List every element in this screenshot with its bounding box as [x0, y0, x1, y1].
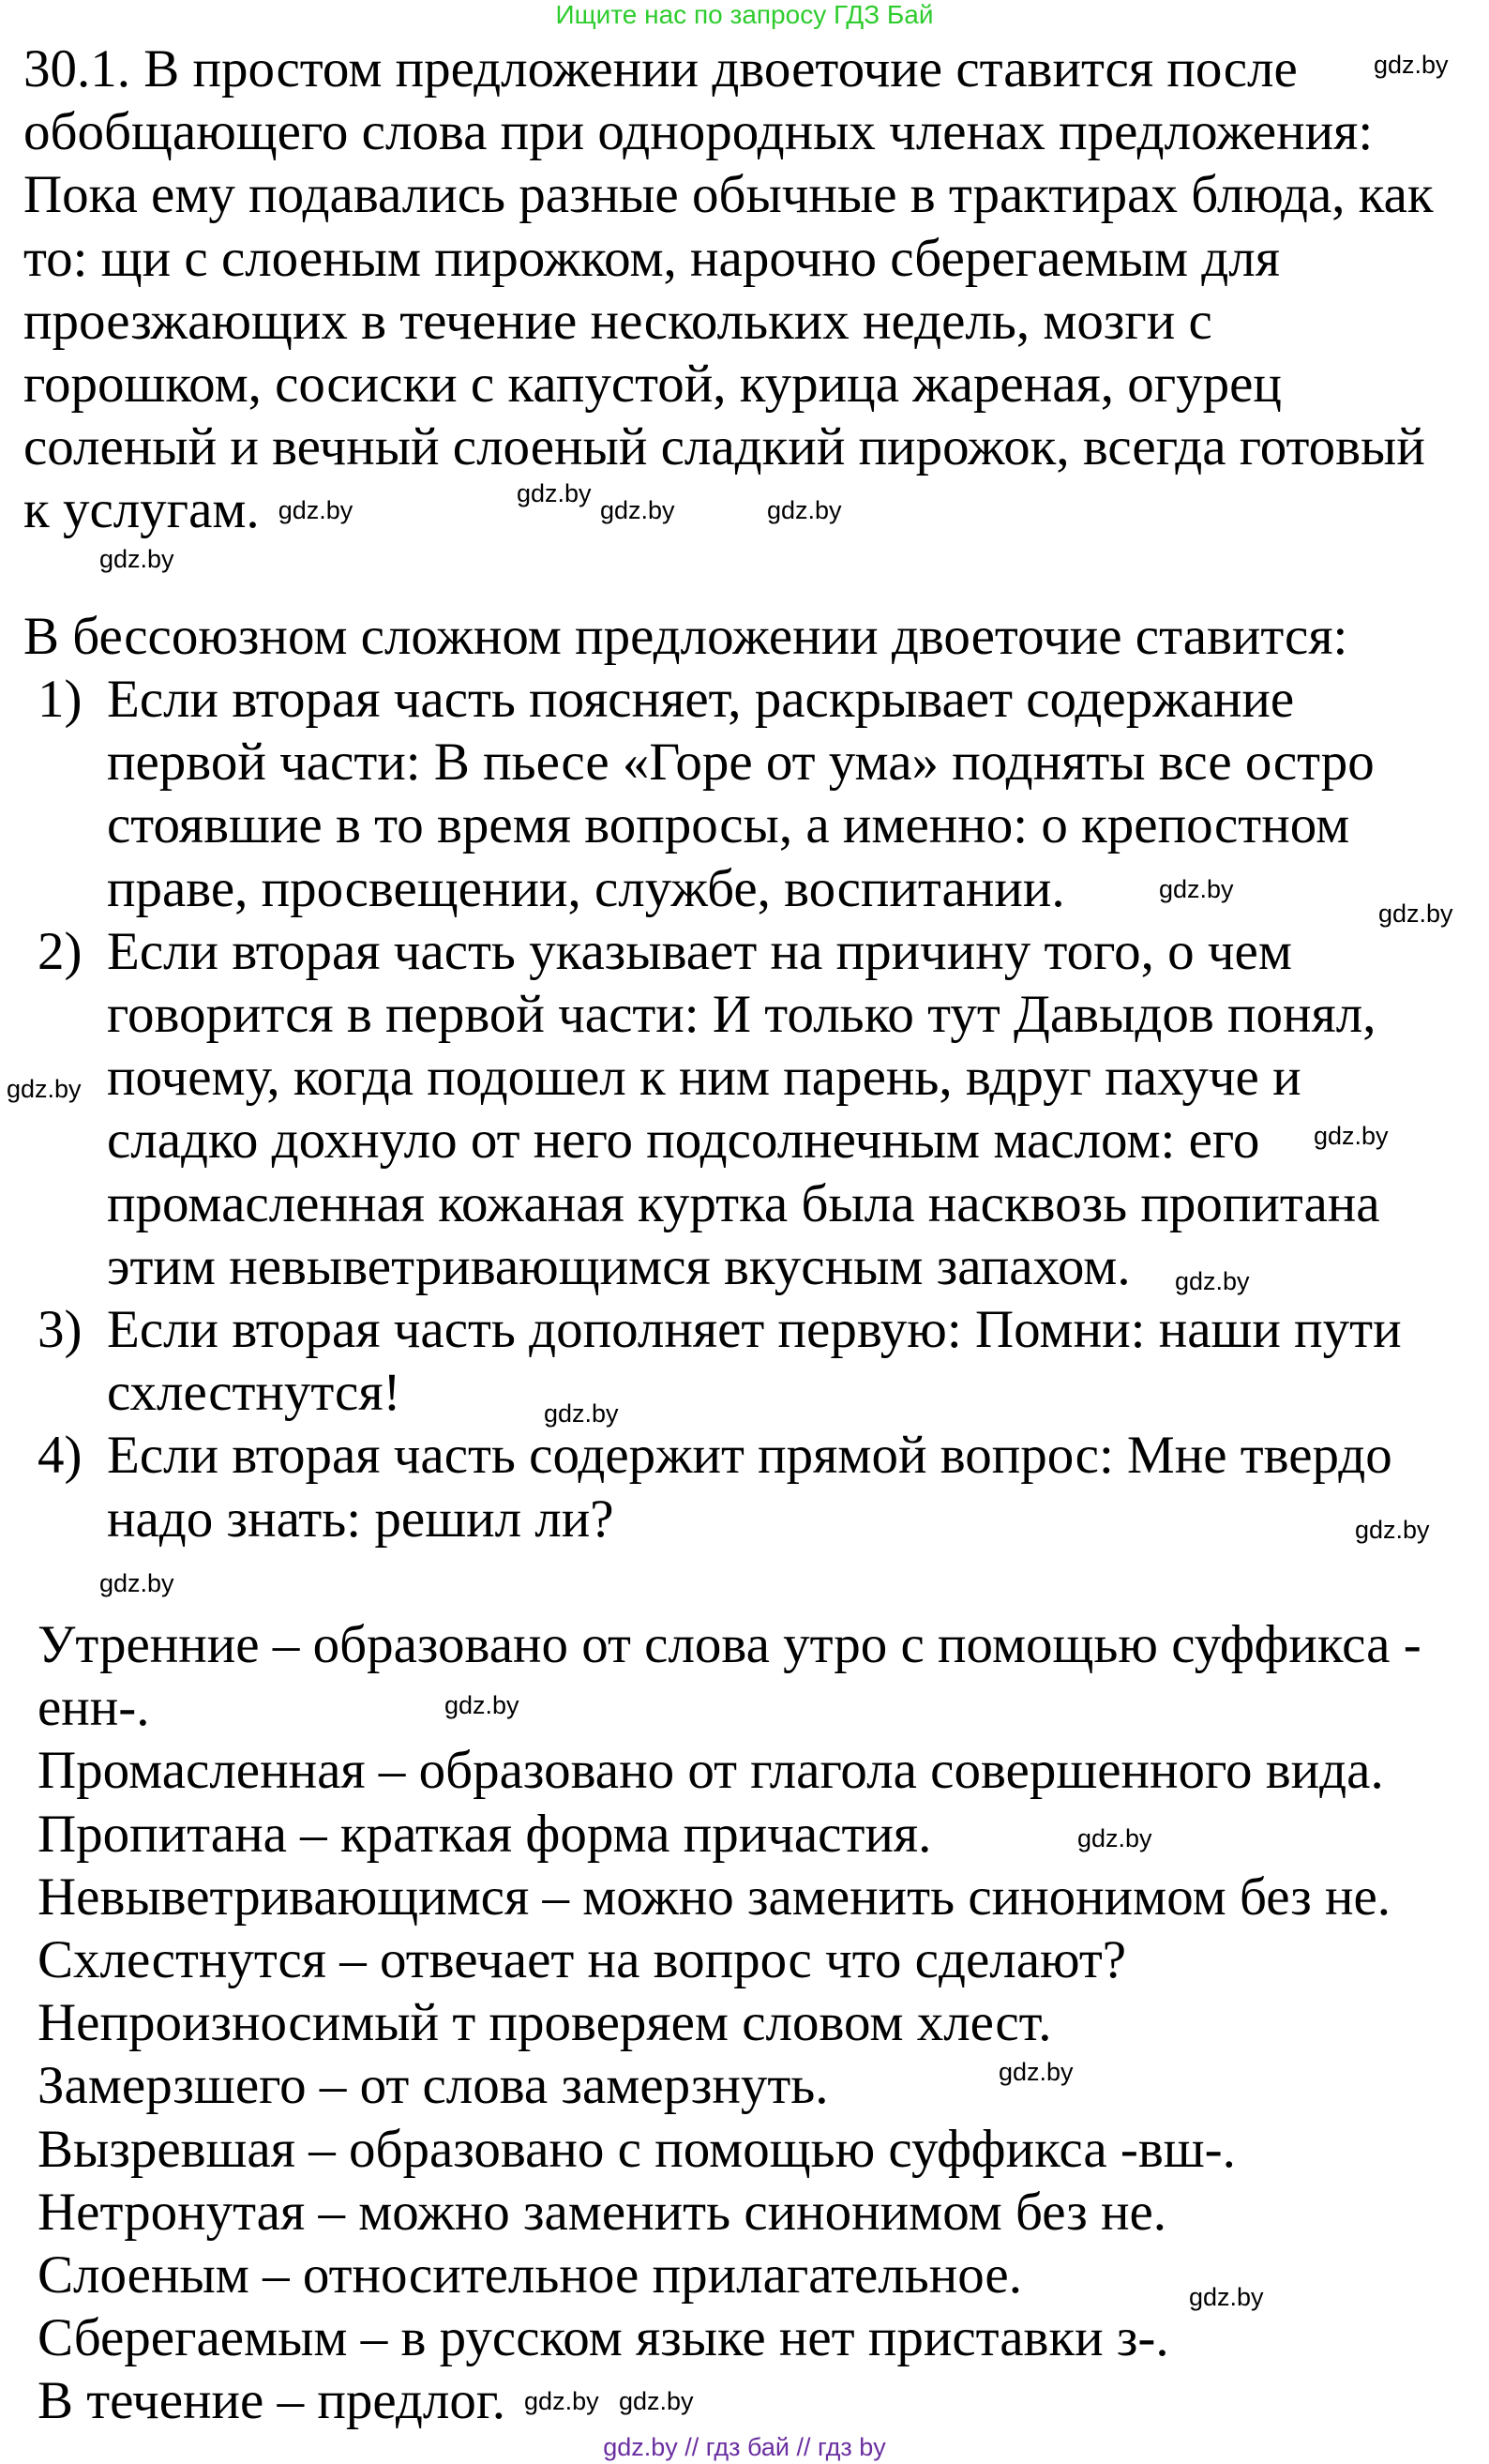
- watermark: gdz.by: [544, 1399, 619, 1428]
- text-line: 30.1. В простом предложении двоеточие ставится после: [23, 39, 1298, 98]
- text-line: Слоеным – относительное прилагательное.: [38, 2245, 1022, 2305]
- text-line: Непроизносимый т проверяем словом хлест.: [38, 1993, 1052, 2052]
- watermark: gdz.by: [600, 496, 675, 524]
- watermark: gdz.by: [1378, 899, 1453, 928]
- watermark: gdz.by: [1189, 2283, 1264, 2311]
- text-line: Замерзшего – от слова замерзнуть.: [38, 2056, 829, 2115]
- watermark: gdz.by: [1374, 51, 1449, 79]
- list-item-line: стоявшие в то время вопросы, а именно: о крепостном: [107, 795, 1350, 854]
- watermark: gdz.by: [7, 1075, 82, 1103]
- watermark: gdz.by: [444, 1691, 519, 1719]
- list-item-line: Если вторая часть дополняет первую: Помни: наши пути: [107, 1300, 1402, 1359]
- text-line: Вызревшая – образовано с помощью суффикса -вш-.: [38, 2120, 1236, 2179]
- list-item-line: схлестнутся!: [107, 1363, 401, 1422]
- watermark: gdz.by: [1159, 875, 1234, 903]
- watermark: gdz.by: [767, 496, 842, 524]
- list-item-line: надо знать: решил ли?: [107, 1489, 614, 1549]
- watermark: gdz.by: [1314, 1122, 1389, 1150]
- list-item-line: Если вторая часть указывает на причину того, о чем: [107, 922, 1292, 981]
- footer-banner: gdz.by // гдз бай // гдз by: [603, 2433, 886, 2461]
- watermark: gdz.by: [524, 2387, 599, 2415]
- list-item-line: говорится в первой части: И только тут Давыдов понял,: [107, 985, 1376, 1044]
- list-number: 1): [38, 670, 83, 729]
- text-line: Пока ему подавались разные обычные в трактирах блюда, как: [23, 165, 1434, 224]
- text-line: Схлестнутся – отвечает на вопрос что сделают?: [38, 1930, 1127, 1989]
- text-line: В течение – предлог.: [38, 2371, 506, 2430]
- text-line: проезжающих в течение нескольких недель, мозги с: [23, 292, 1212, 351]
- watermark: gdz.by: [278, 496, 353, 524]
- text-line: енн-.: [38, 1678, 150, 1737]
- text-line: к услугам.: [23, 480, 260, 539]
- list-number: 3): [38, 1300, 83, 1359]
- watermark: gdz.by: [619, 2387, 694, 2415]
- text-line: горошком, сосиски с капустой, курица жареная, огурец: [23, 355, 1282, 414]
- list-item-line: Если вторая часть поясняет, раскрывает содержание: [107, 670, 1295, 729]
- text-line: обобщающего слова при однородных членах предложения:: [23, 102, 1374, 161]
- text-line: Сберегаемым – в русском языке нет приставки з-.: [38, 2308, 1169, 2367]
- list-item-line: промасленная кожаная куртка была насквозь пропитана: [107, 1174, 1380, 1233]
- section-intro: В бессоюзном сложном предложении двоеточие ставится:: [23, 607, 1348, 666]
- watermark: gdz.by: [99, 545, 174, 573]
- list-item-line: сладко дохнуло от него подсолнечным маслом: его: [107, 1111, 1260, 1170]
- text-line: Промасленная – образовано от глагола совершенного вида.: [38, 1741, 1384, 1800]
- text-line: соленый и вечный слоеный сладкий пирожок, всегда готовый: [23, 417, 1425, 476]
- watermark: gdz.by: [1175, 1267, 1250, 1295]
- text-line: Нетронутая – можно заменить синонимом без не.: [38, 2183, 1167, 2242]
- watermark: gdz.by: [99, 1569, 174, 1597]
- header-banner: Ищите нас по запросу ГДЗ Бай: [555, 0, 934, 29]
- text-line: Невыветривающимся – можно заменить синонимом без не.: [38, 1867, 1391, 1927]
- list-item-line: Если вторая часть содержит прямой вопрос: Мне твердо: [107, 1426, 1392, 1485]
- text-line: Утренние – образовано от слова утро с помощью суффикса -: [38, 1615, 1421, 1674]
- watermark: gdz.by: [1077, 1824, 1152, 1852]
- watermark: gdz.by: [517, 479, 592, 507]
- list-item-line: этим невыветривающимся вкусным запахом.: [107, 1237, 1131, 1296]
- list-item-line: первой части: В пьесе «Горе от ума» подняты все остро: [107, 733, 1375, 792]
- list-number: 4): [38, 1426, 83, 1485]
- text-line: Пропитана – краткая форма причастия.: [38, 1805, 932, 1864]
- list-number: 2): [38, 922, 83, 981]
- list-item-line: праве, просвещении, службе, воспитании.: [107, 859, 1065, 918]
- text-line: то: щи с слоеным пирожком, нарочно сберегаемым для: [23, 229, 1280, 288]
- watermark: gdz.by: [1355, 1516, 1430, 1544]
- watermark: gdz.by: [999, 2058, 1074, 2086]
- list-item-line: почему, когда подошел к ним парень, вдруг пахуче и: [107, 1048, 1301, 1107]
